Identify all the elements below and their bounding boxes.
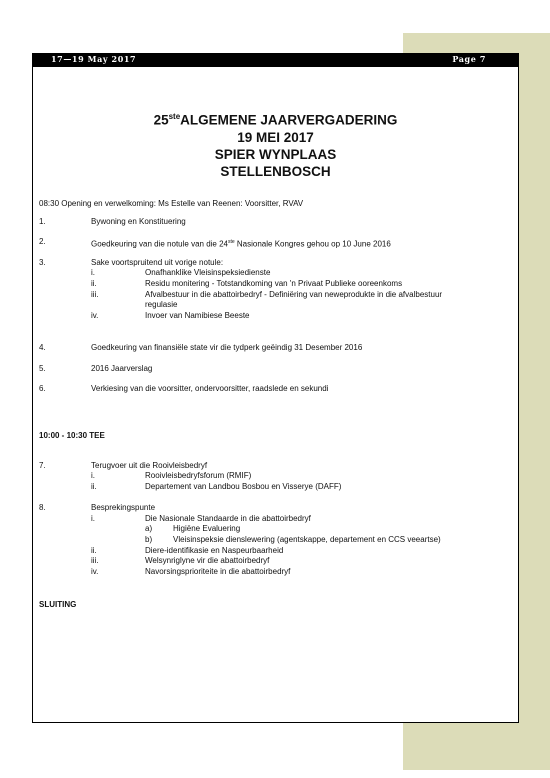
item-8-sub-a-number: a) [145,524,153,533]
title-ordinal-suffix: ste [168,112,181,121]
item-8-sub-iii-text: Welsynriglyne vir die abattoirbedryf [145,556,270,565]
item-8-sub-ii-text: Diere-identifikasie en Naspeurbaarheid [145,546,284,555]
item-3-sub-3-text-cont: regulasie [145,300,178,309]
item-3-sub-2-text: Residu monitering - Totstandkoming van 'n Privaat Publieke ooreenkoms [145,279,403,288]
item-4-text: Goedkeuring van finansiële state vir die tydperk geëindig 31 Desember 2016 [91,343,363,352]
item-3-sub-3-text: Afvalbestuur in die abattoirbedryf - Definiëring van neweprodukte in die afvalbestuur [145,290,443,299]
item-8-sub-b-number: b) [145,535,153,544]
title-line-3: SPIER WYNPLAAS [214,146,337,162]
item-7-sub-1-number: i. [91,471,95,480]
item-3-text: Sake voortspruitend uit vorige notule: [91,258,224,267]
item-5-number: 5. [39,364,46,373]
item-7-text: Terugvoer uit die Rooivleisbedryf [91,461,208,470]
item-8-sub-i-number: i. [91,514,95,523]
item-6-number: 6. [39,384,46,393]
title-ordinal: 25 [153,112,169,128]
title-meeting-name: ALGEMENE JAARVERGADERING [180,112,398,128]
item-1-text: Bywoning en Konstituering [91,217,186,226]
header-page-number: Page 7 [452,54,486,64]
item-1-number: 1. [39,217,46,226]
item-8-sub-b-text: Vleisinspeksie dienslewering (agentskappe, departement en CCS veeartse) [173,535,441,544]
item-2-superscript: ste [228,239,235,245]
item-7-number: 7. [39,461,46,470]
item-8-sub-ii-number: ii. [91,546,97,555]
item-2-text-start: Goedkeuring van die notule van die 24 [91,239,228,249]
item-7-sub-1-text: Rooivleisbedryfsforum (RMIF) [145,471,252,480]
item-5-text: 2016 Jaarverslag [91,364,153,373]
item-3-sub-4-text: Invoer van Namibiese Beeste [145,311,250,320]
item-4-number: 4. [39,343,46,352]
item-7-sub-2-number: ii. [91,482,97,491]
item-8-sub-i-text: Die Nasionale Standaarde in die abattoirbedryf [145,514,311,523]
title-line-2: 19 MEI 2017 [237,129,314,145]
item-3-sub-1-text: Onafhanklike Vleisinspeksiedienste [145,268,271,277]
item-3-sub-2-number: ii. [91,279,97,288]
agenda-title [32,108,519,180]
header-bar [32,53,519,67]
header-date: 17—19 May 2017 [51,54,137,64]
item-8-text: Besprekingspunte [91,503,156,512]
item-3-sub-3-number: iii. [91,290,99,299]
title-line-4: STELLENBOSCH [220,163,331,179]
item-2-text-end: Nasionale Kongres gehou op 10 June 2016 [234,239,391,249]
item-8-sub-iv-text: Navorsingsprioriteite in die abattoirbedryf [145,567,291,576]
item-3-sub-1-number: i. [91,268,95,277]
item-8-sub-iii-number: iii. [91,556,99,565]
item-7-sub-2-text: Departement van Landbou Bosbou en Visserye (DAFF) [145,482,342,491]
item-8-sub-iv-number: iv. [91,567,99,576]
opening-line: 08:30 Opening en verwelkoming: Ms Estelle van Reenen: Voorsitter, RVAV [39,199,304,208]
item-3-number: 3. [39,258,46,267]
item-8-sub-a-text: Higiëne Evaluering [173,524,241,533]
item-8-number: 8. [39,503,46,512]
title-line-1 [32,108,519,129]
item-6-text: Verkiesing van die voorsitter, ondervoorsitter, raadslede en sekundi [91,384,329,393]
item-2-number: 2. [39,237,46,246]
item-2-text [91,237,391,250]
closing: SLUITING [39,600,77,609]
item-3-sub-4-number: iv. [91,311,99,320]
tea-break: 10:00 - 10:30 TEE [39,431,105,440]
